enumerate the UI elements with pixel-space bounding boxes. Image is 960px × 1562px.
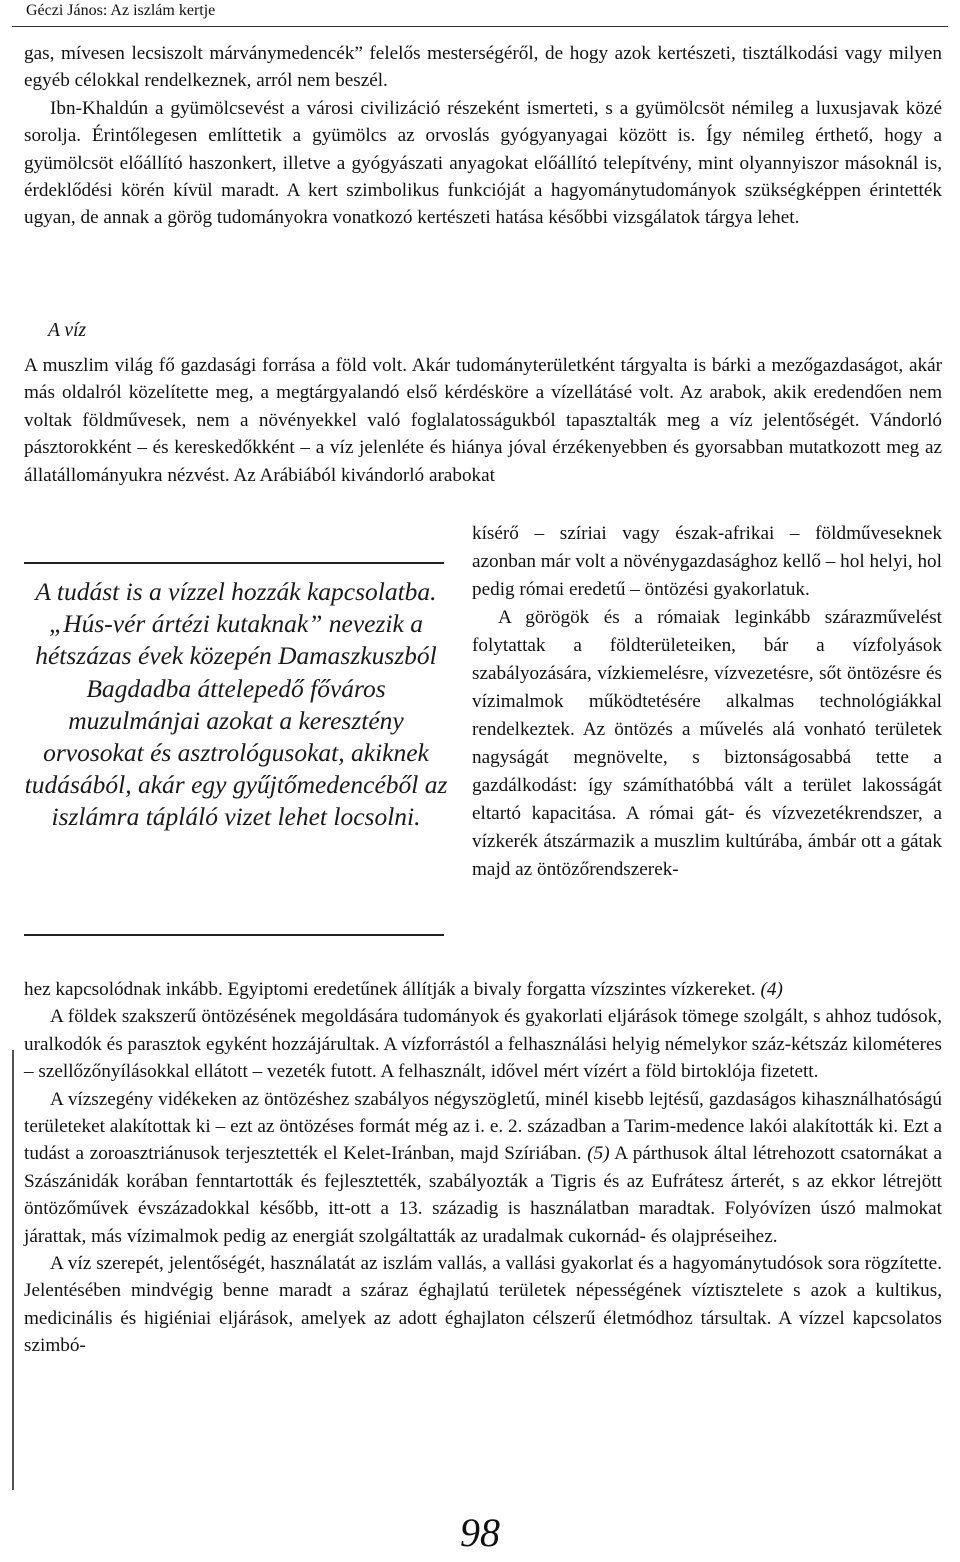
paragraph: A víz szerepét, jelentőségét, használatát az iszlám vallás, a vallási gyakorlat és a hagyománytudósok sora rögzítette. Jelentésében mindvégig benne maradt a száraz éghajlatú területek népességének víztisztelete s azok a kultikus, medicinális és higiéniai eljárások, amelyek az adott éghajlaton célszerű életmódhoz társultak. A vízzel kapcsolatos szimbó- <box>24 1253 942 1357</box>
paragraph: A görögök és a rómaiak leginkább szárazművelést folytattak a földterületeiken, bár a vízfolyások szabályozására, vízkiemelésre, vízvezetésre, sőt öntözésre és vízimalmok működtetésére alkalmas technológiákkal rendelkeztek. Az öntözés a művelés alá vonható területek nagyságát megnövelte, s biztonságosabbá tette a gazdálkodást: így számíthatóbbá vált a terület lakosságát eltartó kapacitása. A római gát- és vízvezetékrendszer, a vízkerék átszármazik a muszlim kultúrába, ámbár ott a gátak majd az öntözőrendszerek- <box>472 607 942 880</box>
footnote-ref: (5) <box>587 1143 610 1165</box>
running-header: Géczi János: Az iszlám kertje <box>26 2 216 19</box>
paragraph-text: A vízszegény vidékeken az öntözéshez szabályos négyszögletű, minél kisebb lejtésű, gazdaságos kihasználhatóságú területeket alakítottak ki – ezt az öntözéses formát még az i. e. 2. században a Tarim-medence lakói alakították ki. Ezt a tudást a zoroasztriánusok terjesztették el Kelet-Iránban, majd Szíriában. <box>24 1088 942 1165</box>
paragraph <box>24 1086 942 1250</box>
page-number: 98 <box>460 1510 500 1555</box>
paragraph-text: A párthusok által létrehozott csatornákat a Szászánidák korában fenntartották és fejlesztették, szabályozták a Tigris és az Eufrátesz árterét, s az ekkor létrejött öntözőművek évszázadokkal később, itt-ott a 13. századig is használatban maradtak. Folyóvízen úszó malmokat járattak, más vízimalmok pedig az energiát szolgáltatták az uradalmak cukornád- és olajpréseihez. <box>24 1143 942 1247</box>
paragraph: A muszlim világ fő gazdasági forrása a föld volt. Akár tudományterületként tárgyalta is bárki a mezőgazdaságot, akár más oldalról közelítette meg, a megtárgyalandó első kérdésköre a vízellátásé volt. Az arabok, akik eredendően nem voltak földművesek, nem a növényekkel való foglalatosságukból tapasztalták meg a víz jelentőségét. Vándorló pásztorokként – és kereskedőkként – a víz jelenléte és hiánya jóval érzékenyebben és gyorsabban mutatkozott meg az állatállományukra nézvést. Az Arábiából kivándorló arabokat <box>24 355 942 486</box>
paragraph: A földek szakszerű öntözésének megoldására tudományok és gyakorlati eljárások tömege szolgált, s ahhoz tudósok, uralkodók és parasztok egyként hozzájárultak. A vízforrástól a felhasználási helyig némelykor száz-kétszáz kilométeres – szellőzőnyílásokkal ellátott – vezeték futott. A felhasznált, idővel mért vízért a föld birtoklója fizetett. <box>24 1006 942 1083</box>
section-title: A víz <box>48 320 87 341</box>
right-column <box>472 520 942 884</box>
margin-bar <box>12 1050 14 1490</box>
pull-quote-rule-top <box>24 562 444 564</box>
pull-quote-rule-bottom <box>24 934 444 936</box>
paragraph: kísérő – szíriai vagy észak-afrikai – földműveseknek azonban már volt a növénygazdasághoz kellő – hol helyi, hol pedig római eredetű – öntözési gyakorlatuk. <box>472 523 942 600</box>
intro-block <box>24 40 942 232</box>
paragraph: Ibn-Khaldún a gyümölcsevést a városi civilizáció részeként ismerteti, s a gyümölcsöt némileg a luxusjavak közé sorolja. Érintőlegesen említtetik a gyümölcs az orvoslás gyógyanyagai között is. Így némileg érthető, hogy a gyümölcsöt előállító haszonkert, illetve a gyógyászati anyagokat előállító telepítvény, mint olyannyiszor másoknál is, érdeklődési körén kívül maradt. A kert szimbolikus funkcióját a hagyománytudományok szükségképpen érintették ugyan, de annak a görög tudományokra vonatkozó kertészeti hatása későbbi vizsgálatok tárgya lehet. <box>24 97 942 229</box>
paragraph: gas, mívesen lecsiszolt márványmedencék” felelős mesterségéről, de hogy azok kertészeti, tisztálkodási vagy milyen egyéb célokkal rendelkeznek, arról nem beszél. <box>24 43 942 92</box>
closing-block <box>24 976 942 1360</box>
pull-quote: A tudást is a vízzel hozzák kapcsolatba. „Hús-vér ártézi kutaknak” nevezik a hétszázas évek közepén Damaszkuszból Bagdadba áttelepedő főváros muzulmánjai azokat a keresztény orvosokat és asztrológusokat, akiknek tudásából, akár egy gyűjtőmedencéből az iszlámra tápláló vizet lehet locsolni. <box>24 577 448 832</box>
header-rule <box>12 26 948 27</box>
water-block <box>24 352 942 489</box>
footnote-ref: (4) <box>760 979 783 1000</box>
paragraph <box>24 976 942 1003</box>
paragraph-text: hez kapcsolódnak inkább. Egyiptomi eredetűnek állítják a bivaly forgatta vízszintes vízkereket. <box>24 979 756 1000</box>
